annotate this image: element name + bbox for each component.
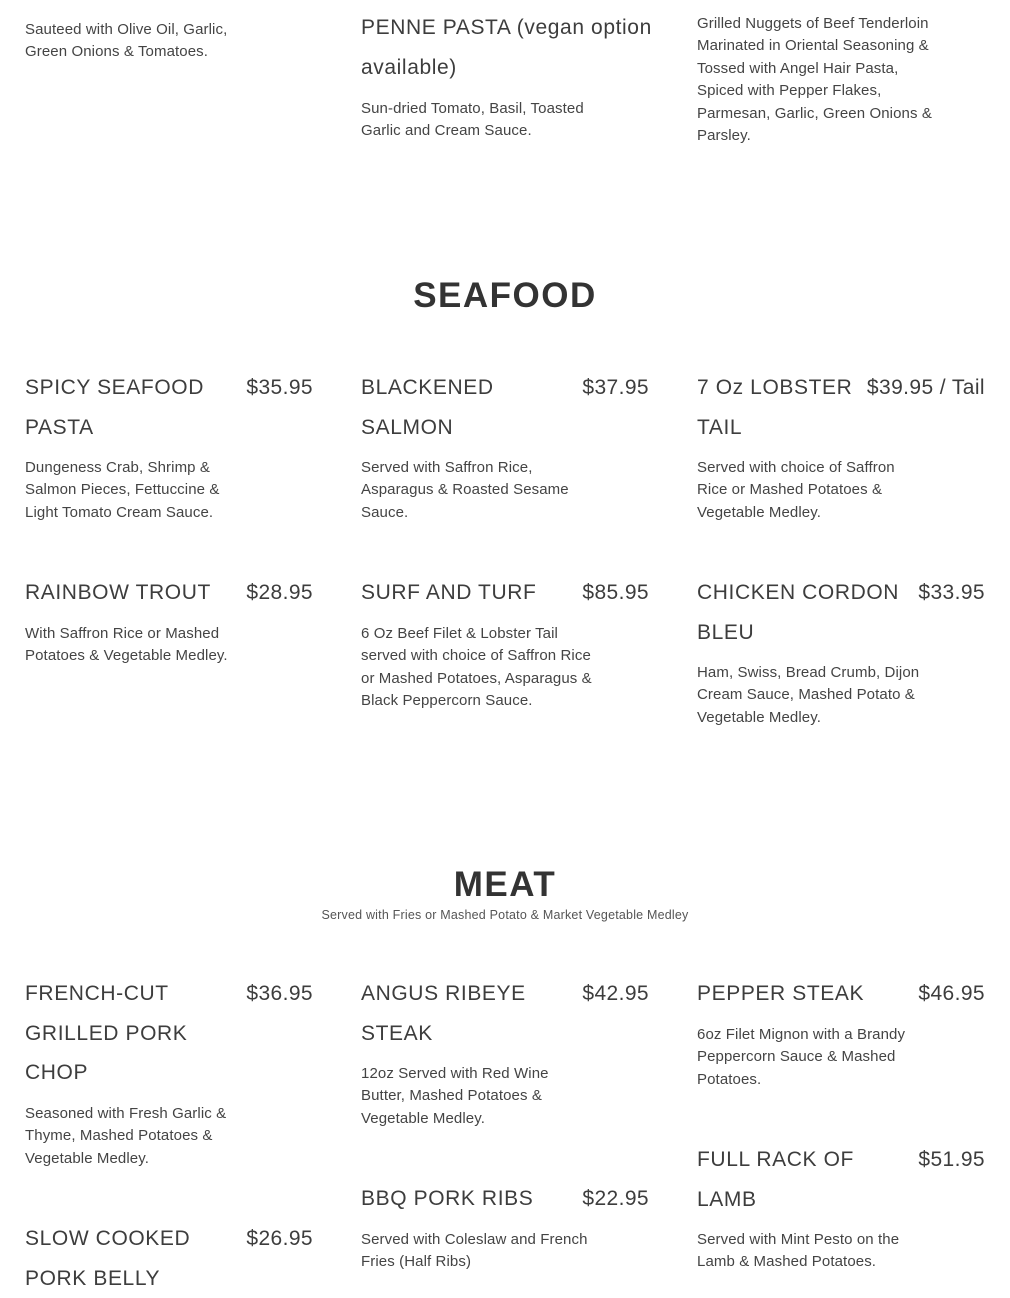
menu-item-price: $39.95 / Tail: [866, 376, 985, 399]
menu-item-price: $42.95: [582, 982, 649, 1005]
section-title-meat: MEAT: [453, 865, 557, 904]
menu-item-name: BLACKENED SALMON: [361, 376, 494, 439]
menu-item-description: Served with choice of Saffron Rice or Mashed Potatoes & Vegetable Medley.: [697, 459, 895, 521]
menu-item-description: Dungeness Crab, Shrimp & Salmon Pieces, Fettuccine & Light Tomato Cream Sauce.: [25, 459, 220, 521]
menu-item-description: Served with Mint Pesto on the Lamb & Mashed Potatoes.: [697, 1231, 900, 1271]
menu-item-price: $46.95: [918, 982, 985, 1005]
menu-item-name: SURF AND TURF: [361, 581, 537, 604]
menu-item-name: SLOW COOKED PORK BELLY: [25, 1227, 191, 1290]
menu-item-description: 6 Oz Beef Filet & Lobster Tail served with choice of Saffron Rice or Mashed Potatoes, Asparagus & Black Peppercorn Sauce.: [361, 625, 592, 710]
menu-item-price: $36.95: [246, 982, 313, 1005]
menu-item-name: FRENCH-CUT GRILLED PORK CHOP: [25, 982, 188, 1084]
menu-item-name: ANGUS RIBEYE STEAK: [361, 982, 526, 1045]
menu-item-description: 12oz Served with Red Wine Butter, Mashed Potatoes & Vegetable Medley.: [361, 1065, 549, 1127]
menu-item-price: $28.95: [246, 581, 313, 604]
menu-item-name: BBQ PORK RIBS: [361, 1187, 534, 1210]
menu-item-price: $22.95: [582, 1187, 649, 1210]
menu-item-description: Seasoned with Fresh Garlic & Thyme, Mashed Potatoes & Vegetable Medley.: [25, 1105, 227, 1167]
menu-item-price: $35.95: [246, 376, 313, 399]
menu-item-price: $37.95: [582, 376, 649, 399]
menu-item-price: $33.95: [918, 581, 985, 604]
menu-item-name: FULL RACK OF LAMB: [697, 1148, 854, 1211]
section-subtitle: Served with Fries or Mashed Potato & Market Vegetable Medley: [321, 908, 689, 922]
menu-item-name: PENNE PASTA (vegan option available): [361, 16, 652, 79]
menu-item-description: 6oz Filet Mignon with a Brandy Peppercorn Sauce & Mashed Potatoes.: [697, 1026, 906, 1088]
menu-item-description: Sun-dried Tomato, Basil, Toasted Garlic and Cream Sauce.: [361, 100, 584, 140]
menu-item-name: 7 Oz LOBSTER TAIL: [697, 376, 853, 439]
menu-item-description: With Saffron Rice or Mashed Potatoes & Vegetable Medley.: [25, 625, 228, 665]
menu-item-name: PEPPER STEAK: [697, 982, 865, 1005]
menu-item-description: Grilled Nuggets of Beef Tenderloin Marinated in Oriental Seasoning & Tossed with Angel Hair Pasta, Spiced with Pepper Flakes, Parmesan, Garlic, Green Onions & Parsley.: [697, 15, 932, 145]
menu-item-description: Sauteed with Olive Oil, Garlic, Green Onions & Tomatoes.: [25, 21, 228, 61]
menu-item-description: Ham, Swiss, Bread Crumb, Dijon Cream Sauce, Mashed Potato & Vegetable Medley.: [697, 664, 920, 726]
menu-item-name: CHICKEN CORDON BLEU: [697, 581, 900, 644]
menu-item-name: RAINBOW TROUT: [25, 581, 211, 604]
menu-item-price: $85.95: [582, 581, 649, 604]
menu-item-description: Served with Coleslaw and French Fries (Half Ribs): [361, 1231, 588, 1271]
section-title-seafood: SEAFOOD: [413, 276, 597, 315]
menu-item-name: SPICY SEAFOOD PASTA: [25, 376, 204, 439]
menu-item-price: $51.95: [918, 1148, 985, 1171]
menu-item-price: $26.95: [246, 1227, 313, 1250]
menu-item-description: Served with Saffron Rice, Asparagus & Roasted Sesame Sauce.: [361, 459, 569, 521]
